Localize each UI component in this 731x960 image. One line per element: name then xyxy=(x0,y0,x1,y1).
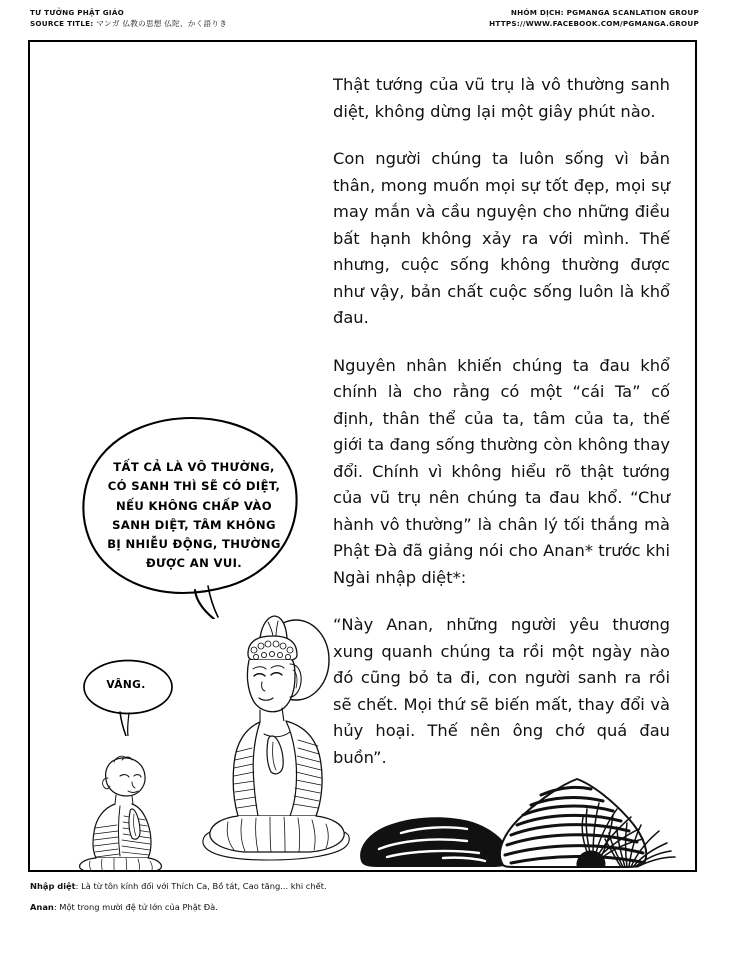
footnote-item xyxy=(30,900,630,914)
footnote-term: Anan xyxy=(30,902,54,912)
narration-paragraph-4: “Này Anan, những người yêu thương xung quanh chúng ta rồi một ngày nào đó cũng bỏ ta đi, con người sanh ra rồi sẽ chết. Mọi thứ sẽ biến mất, thay đổi và hủy hoại. Thế nên ông chớ quá đau buồn”. xyxy=(333,615,670,767)
speech-balloon-small-shape-icon xyxy=(76,654,182,736)
seated-buddha-icon xyxy=(198,612,358,872)
speech-balloon-buddha xyxy=(77,414,307,619)
balloon-line: ĐƯỢC AN VUI. xyxy=(145,556,243,571)
speech-balloon-monk xyxy=(76,654,182,736)
balloon-line: VÂNG. xyxy=(106,679,146,691)
header-series-title: TƯ TƯỞNG PHẬT GIÁO xyxy=(30,8,125,17)
kneeling-monk-figure xyxy=(72,754,172,872)
speech-balloon-buddha-text xyxy=(103,458,285,574)
balloon-line: BỊ NHIỄU ĐỘNG, THƯỜNG xyxy=(107,537,281,552)
seated-buddha-figure xyxy=(198,612,358,872)
balloon-line: TẤT CẢ LÀ VÔ THƯỜNG, xyxy=(113,460,275,474)
narration-text-column xyxy=(333,72,670,771)
header-facebook-url: HTTPS://WWW.FACEBOOK.COM/PGMANGA.GROUP xyxy=(489,19,699,28)
footnote-text: Một trong mười đệ tử lớn của Phật Đà. xyxy=(59,902,218,912)
balloon-line: CÓ SANH THÌ SẼ CÓ DIỆT, xyxy=(107,479,281,494)
source-title-value: マンガ 仏教の思想 仏陀、かく語りき xyxy=(96,19,228,28)
page-header xyxy=(0,0,731,38)
balloon-line: NẾU KHÔNG CHẤP VÀO xyxy=(116,498,272,513)
kneeling-monk-icon xyxy=(72,754,172,872)
rocks-and-grass-scenery xyxy=(355,757,685,872)
speech-balloon-monk-text xyxy=(88,679,164,691)
header-source-title-line xyxy=(30,18,227,29)
balloon-line: SANH DIỆT, TÂM KHÔNG xyxy=(112,517,276,532)
narration-paragraph-3: Nguyên nhân khiến chúng ta đau khổ chính là cho rằng có một “cái Ta” cố định, thân thể của ta, tâm của ta, thế giới ta đang sống thường còn không thay đổi. Chính vì không hiểu rõ thật tướng của vũ trụ nên chúng ta đau khổ. “Chư hành vô thường” là chân lý tối thắng mà Phật Đà đã giảng nói cho Anan* trước khi Ngài nhập diệt*: xyxy=(333,355,670,587)
footnote-item xyxy=(30,879,630,893)
comic-panel xyxy=(28,40,697,872)
footnote-term: Nhập diệt xyxy=(30,881,76,891)
footnotes-block xyxy=(30,879,630,921)
rocks-and-grass-icon xyxy=(355,757,685,872)
footnote-separator: : xyxy=(75,881,82,891)
footnote-separator: : xyxy=(53,902,60,912)
footnote-text: Là từ tôn kính đối với Thích Ca, Bồ tát, Cao tăng... khi chết. xyxy=(81,881,327,891)
header-left-block xyxy=(30,7,227,29)
header-right-block xyxy=(489,7,699,29)
narration-paragraph-1: Thật tướng của vũ trụ là vô thường sanh diệt, không dừng lại một giây phút nào. xyxy=(333,75,670,121)
header-scanlation-group: NHÓM DỊCH: PGMANGA SCANLATION GROUP xyxy=(510,8,699,17)
narration-paragraph-2: Con người chúng ta luôn sống vì bản thân, mong muốn mọi sự tốt đẹp, mọi sự may mắn và cầu nguyện cho những điều bất hạnh không xảy ra với mình. Thế nhưng, cuộc sống không thường được như vậy, bản chất cuộc sống luôn là khổ đau. xyxy=(333,149,670,327)
source-title-label: SOURCE TITLE: xyxy=(30,19,94,28)
